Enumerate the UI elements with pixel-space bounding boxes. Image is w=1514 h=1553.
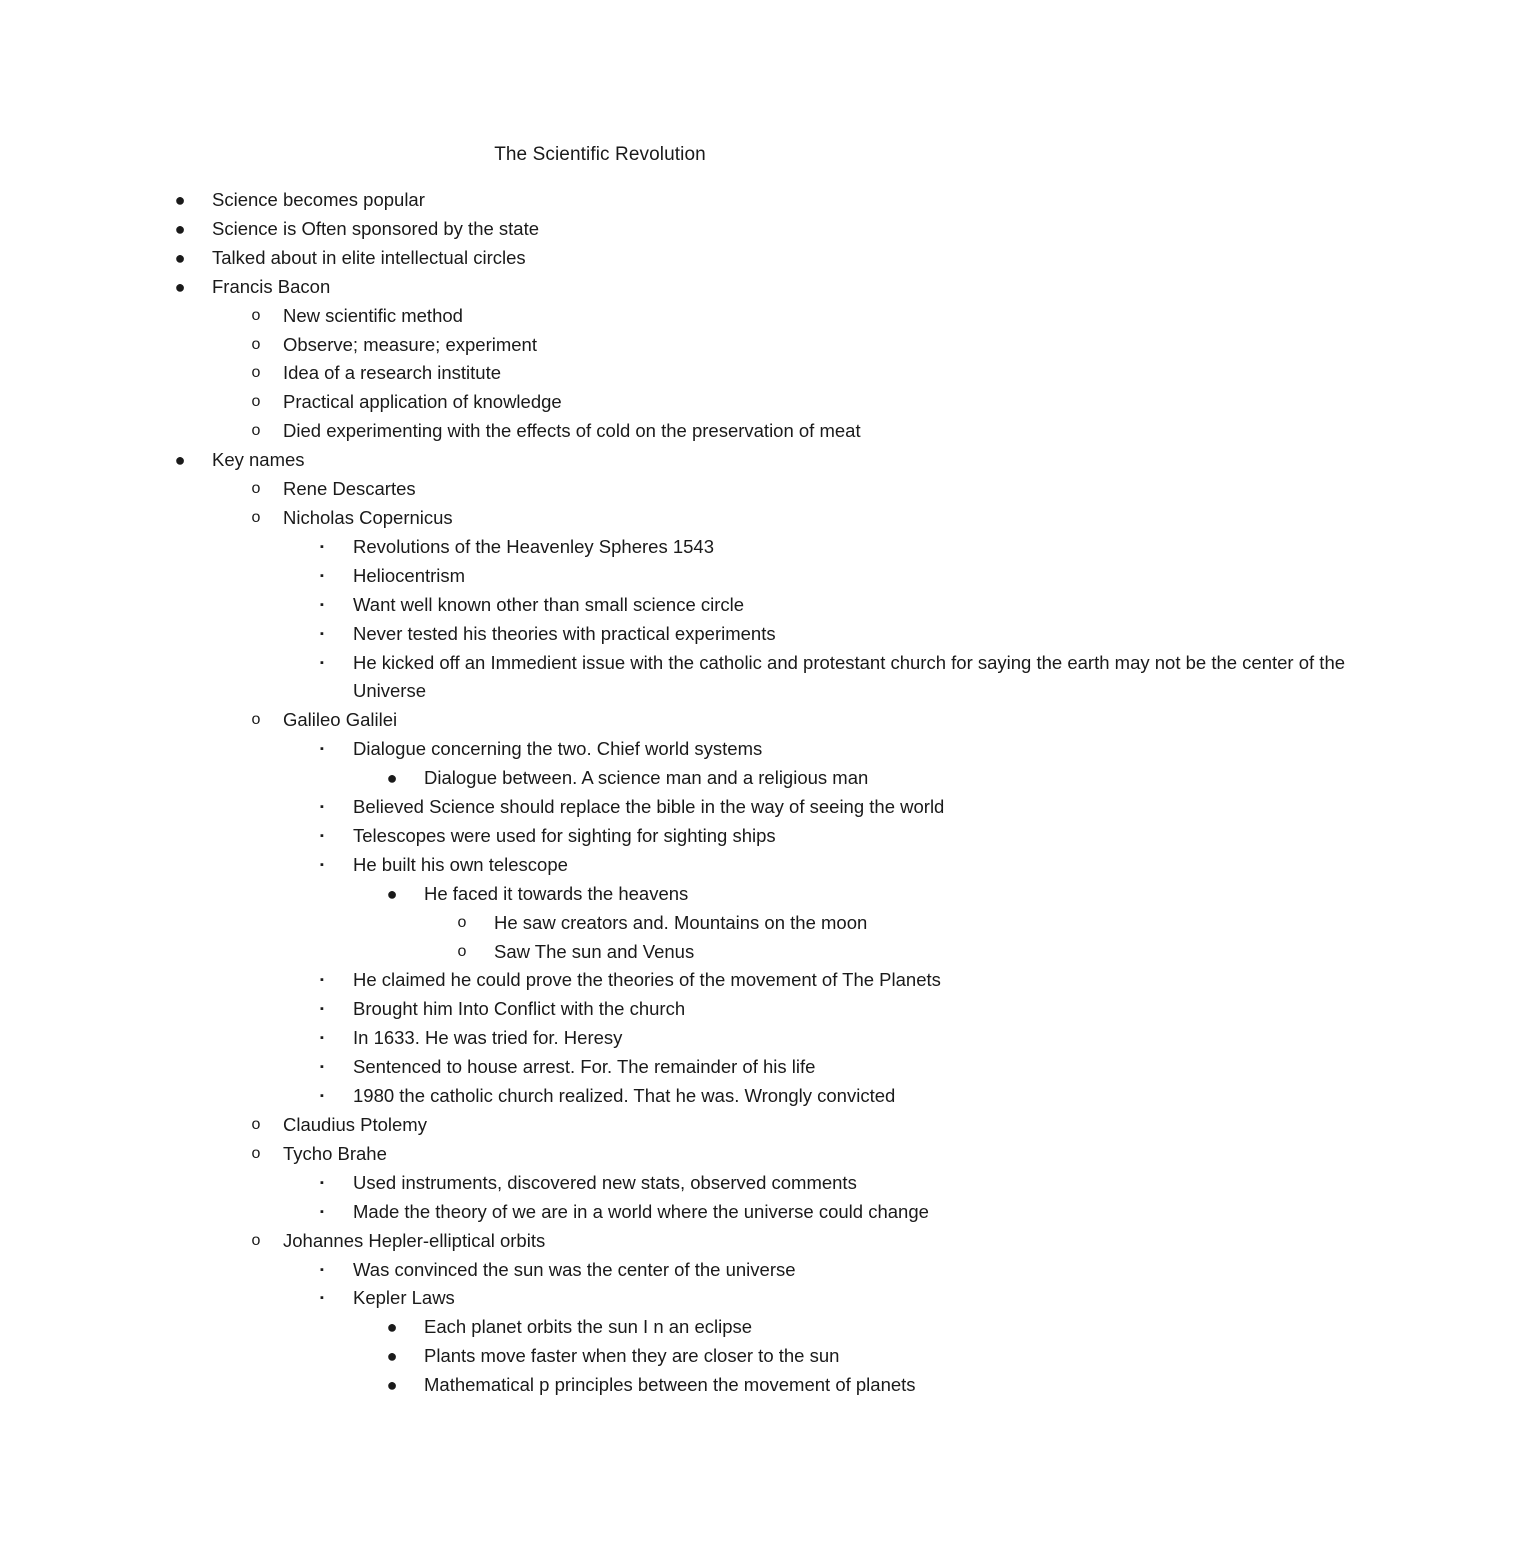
outline-item-text: Science becomes popular [212,189,425,210]
outline-item-text: Revolutions of the Heavenley Spheres 1543 [353,535,714,557]
bullet-icon: ● [174,218,186,239]
outline-item-text: Dialogue between. A science man and a religious man [424,767,869,789]
outline-item-level-1 [0,186,1232,215]
outline-item-text: Believed Science should replace the bible in the way of seeing the world [353,796,945,818]
square-bullet-icon: ▪ [320,1205,324,1218]
bullet-icon: ● [386,1317,398,1338]
outline-item-level-3 [0,1284,1373,1313]
outline-item-level-2 [0,417,1303,446]
outline-item-text: Francis Bacon [212,275,331,297]
outline-item-text: Heliocentrism [353,564,466,586]
square-bullet-icon: ▪ [320,1292,324,1305]
outline-item-text: Galileo Galilei [283,709,398,731]
outline-item-text: Saw The sun and Venus [494,940,695,962]
outline-item-level-1 [0,273,1232,302]
outline-item-text: Kepler Laws [353,1287,455,1309]
outline-item-level-2 [0,1140,1303,1169]
bullet-outline [0,186,1346,1400]
outline-item-level-3 [0,591,1373,620]
square-bullet-icon: ▪ [320,801,324,814]
outline-item-level-3 [0,735,1373,764]
outline-item-level-4 [0,1342,1444,1371]
outline-item-text: He saw creators and. Mountains on the moon [494,911,868,933]
hollow-bullet-icon: o [457,913,467,931]
hollow-bullet-icon: o [251,364,261,382]
square-bullet-icon: ▪ [320,1090,324,1103]
hollow-bullet-icon: o [251,508,261,526]
outline-item-level-3 [0,995,1373,1024]
outline-item-level-3 [0,1198,1373,1227]
document-title: The Scientific Revolution [494,144,706,165]
outline-item-level-3 [0,649,1373,707]
bullet-icon: ● [386,768,398,789]
outline-item-text: Johannes Hepler-elliptical orbits [283,1229,546,1251]
outline-item-text: He kicked off an Immedient issue with the catholic and protestant church for saying the earth may not be the center of the Universe [353,651,1346,702]
square-bullet-icon: ▪ [320,598,324,611]
outline-item-level-2 [0,359,1303,388]
outline-item-level-3 [0,966,1373,995]
bullet-icon: ● [386,883,398,904]
outline-item-text: Never tested his theories with practical experiments [353,622,776,644]
square-bullet-icon: ▪ [320,656,324,669]
outline-item-text: Used instruments, discovered new stats, observed comments [353,1171,857,1193]
hollow-bullet-icon: o [251,1116,261,1133]
bullet-icon: ● [174,247,186,268]
outline-item-text: In 1633. He was tried for. Heresy [353,1027,623,1049]
outline-item-text: Science is Often sponsored by the state [212,217,540,239]
square-bullet-icon: ▪ [320,974,324,987]
outline-item-text: Want well known other than small science circle [353,593,745,615]
outline-item-text: Dialogue concerning the two. Chief world systems [353,738,763,760]
bullet-icon: ● [174,190,186,210]
hollow-bullet-icon: o [251,1144,261,1162]
outline-item-level-3 [0,1256,1373,1285]
hollow-bullet-icon: o [251,393,261,411]
square-bullet-icon: ▪ [320,569,324,582]
outline-item-text: Mathematical p principles between the movement of planets [424,1374,916,1396]
outline-item-text: 1980 the catholic church realized. That he was. Wrongly convicted [353,1085,896,1107]
outline-item-level-4 [0,1371,1444,1400]
hollow-bullet-icon: o [251,1231,261,1249]
square-bullet-icon: ▪ [320,1003,324,1016]
outline-item-level-2 [0,302,1303,331]
square-bullet-icon: ▪ [320,540,324,553]
outline-item-text: Made the theory of we are in a world where the universe could change [353,1200,929,1222]
outline-item-text: Idea of a research institute [283,362,502,384]
outline-item-level-2 [0,1227,1303,1256]
outline-item-text: Sentenced to house arrest. For. The remainder of his life [353,1056,816,1078]
outline-item-level-1 [0,446,1232,475]
outline-item-text: Tycho Brahe [283,1142,387,1164]
square-bullet-icon: ▪ [320,858,324,871]
outline-item-text: Nicholas Copernicus [283,506,453,528]
bullet-icon: ● [386,1346,398,1367]
outline-item-level-1 [0,215,1232,244]
outline-item-level-3 [0,1053,1373,1082]
outline-item-text: Each planet orbits the sun I n an eclipse [424,1316,753,1338]
outline-item-level-3 [0,1169,1373,1198]
outline-item-level-4 [0,1313,1444,1342]
outline-item-level-1 [0,244,1232,273]
outline-item-text: He claimed he could prove the theories of the movement of The Planets [353,969,941,991]
square-bullet-icon: ▪ [320,1061,324,1074]
hollow-bullet-icon: o [457,942,467,960]
outline-item-level-3 [0,793,1373,822]
outline-item-text: Was convinced the sun was the center of the universe [353,1258,796,1280]
outline-item-text: He faced it towards the heavens [424,882,689,904]
outline-item-level-4 [0,764,1444,793]
square-bullet-icon: ▪ [320,1032,324,1045]
outline-item-text: Practical application of knowledge [283,391,562,413]
outline-item-level-5 [0,938,1514,967]
outline-item-text: Died experimenting with the effects of cold on the preservation of meat [283,420,861,442]
outline-item-text: Observe; measure; experiment [283,333,537,355]
hollow-bullet-icon: o [251,422,261,440]
hollow-bullet-icon: o [251,335,261,353]
square-bullet-icon: ▪ [320,1176,324,1189]
outline-item-text: He built his own telescope [353,853,568,875]
outline-item-text: Brought him Into Conflict with the church [353,998,686,1020]
outline-item-level-2 [0,388,1303,417]
outline-item-text: Rene Descartes [283,478,416,500]
outline-item-text: New scientific method [283,304,463,326]
outline-item-level-2 [0,331,1303,360]
outline-item-level-3 [0,1082,1373,1111]
outline-item-level-3 [0,562,1373,591]
square-bullet-icon: ▪ [320,627,324,640]
outline-item-level-5 [0,909,1514,938]
square-bullet-icon: ▪ [320,829,324,842]
bullet-icon: ● [174,276,186,297]
outline-item-text: Key names [212,449,305,471]
outline-item-level-3 [0,851,1373,880]
outline-item-level-2 [0,504,1303,533]
outline-item-level-4 [0,880,1444,909]
hollow-bullet-icon: o [251,711,261,729]
square-bullet-icon: ▪ [320,1263,324,1276]
outline-item-level-3 [0,822,1373,851]
outline-item-level-2 [0,1111,1303,1140]
hollow-bullet-icon: o [251,306,261,324]
outline-item-text: Telescopes were used for sighting for sighting ships [353,824,776,846]
outline-item-level-3 [0,620,1373,649]
outline-item-text: Claudius Ptolemy [283,1114,427,1135]
square-bullet-icon: ▪ [320,743,324,756]
outline-item-level-2 [0,706,1303,735]
outline-item-level-3 [0,533,1373,562]
outline-item-text: Plants move faster when they are closer to the sun [424,1345,840,1367]
outline-item-level-3 [0,1024,1373,1053]
bullet-icon: ● [174,450,186,471]
bullet-icon: ● [386,1375,398,1396]
hollow-bullet-icon: o [251,480,261,498]
outline-item-text: Talked about in elite intellectual circles [212,246,526,268]
outline-item-level-2 [0,475,1303,504]
